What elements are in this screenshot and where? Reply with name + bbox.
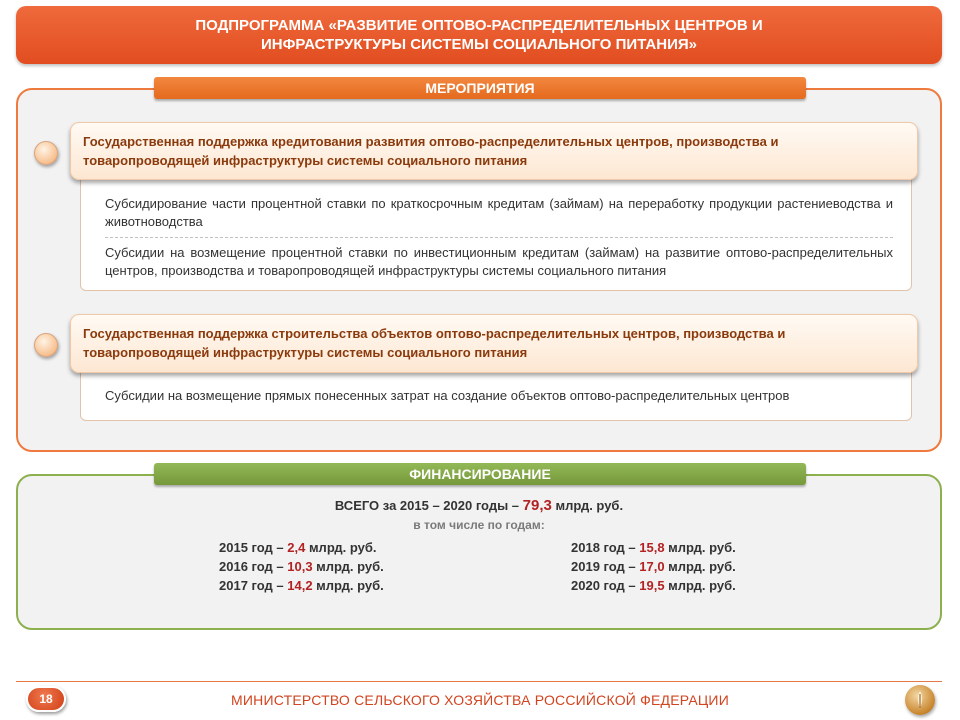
year-value: 2,4 bbox=[287, 540, 306, 555]
year-label: 2019 год – bbox=[571, 559, 640, 574]
year-row-2020 bbox=[571, 578, 736, 593]
financing-label: ФИНАНСИРОВАНИЕ bbox=[154, 463, 806, 485]
year-row-2017 bbox=[219, 578, 384, 593]
measure-2-title: Государственная поддержка строительства объектов оптово-распределительных центров, производства и товаропроводящей инфраструктуры системы социального питания bbox=[83, 326, 786, 360]
year-value: 15,8 bbox=[639, 540, 665, 555]
ministry-emblem-icon bbox=[905, 685, 935, 715]
measure-2-details bbox=[80, 371, 912, 421]
year-label: 2020 год – bbox=[571, 578, 640, 593]
year-row-2016 bbox=[219, 559, 384, 574]
wheat-ear-icon bbox=[905, 685, 935, 715]
financing-subtitle: в том числе по годам: bbox=[413, 518, 545, 532]
year-label: 2016 год – bbox=[219, 559, 288, 574]
year-value: 17,0 bbox=[639, 559, 665, 574]
year-row-2018 bbox=[571, 540, 736, 555]
total-value: 79,3 bbox=[522, 497, 552, 514]
year-unit: млрд. руб. bbox=[305, 540, 377, 555]
measure-2-card bbox=[70, 314, 918, 373]
measure-1-details bbox=[80, 178, 912, 291]
measure-1-detail-1: Субсидирование части процентной ставки по краткосрочным кредитам (займам) на переработку продукции растениеводства и животноводства bbox=[105, 196, 893, 229]
measure-1-card bbox=[70, 122, 918, 180]
year-unit: млрд. руб. bbox=[664, 540, 736, 555]
dashed-divider bbox=[105, 237, 893, 238]
year-row-2019 bbox=[571, 559, 736, 574]
measure-1-detail-2: Субсидии на возмещение процентной ставки по инвестиционным кредитам (займам) на развитие оптово-распределительных центров, производства и товаропроводящей инфраструктуры системы социального питания bbox=[105, 245, 893, 278]
year-unit: млрд. руб. bbox=[312, 578, 384, 593]
year-value: 19,5 bbox=[639, 578, 665, 593]
year-unit: млрд. руб. bbox=[664, 578, 736, 593]
year-value: 10,3 bbox=[287, 559, 313, 574]
bullet-circle-icon bbox=[34, 141, 58, 165]
measure-2-detail-1: Субсидии на возмещение прямых понесенных затрат на создание объектов оптово-распределительных центров bbox=[105, 388, 790, 403]
year-unit: млрд. руб. bbox=[312, 559, 384, 574]
page-number-badge: 18 bbox=[26, 686, 66, 712]
financing-total bbox=[16, 497, 942, 514]
bullet-circle-icon bbox=[34, 333, 58, 357]
year-unit: млрд. руб. bbox=[664, 559, 736, 574]
year-label: 2017 год – bbox=[219, 578, 288, 593]
year-label: 2018 год – bbox=[571, 540, 640, 555]
year-label: 2015 год – bbox=[219, 540, 288, 555]
page-title: ПОДПРОГРАММА «РАЗВИТИЕ ОПТОВО-РАСПРЕДЕЛИТЕЛЬНЫХ ЦЕНТРОВ И ИНФРАСТРУКТУРЫ СИСТЕМЫ СОЦИАЛЬНОГО ПИТАНИЯ» bbox=[195, 17, 763, 53]
year-value: 14,2 bbox=[287, 578, 313, 593]
year-row-2015 bbox=[219, 540, 377, 555]
total-suffix: млрд. руб. bbox=[551, 498, 624, 513]
footer-divider bbox=[16, 681, 942, 682]
total-prefix: ВСЕГО за 2015 – 2020 годы – bbox=[334, 498, 523, 513]
ministry-name: МИНИСТЕРСТВО СЕЛЬСКОГО ХОЗЯЙСТВА РОССИЙСКОЙ ФЕДЕРАЦИИ bbox=[231, 692, 729, 708]
header-bar bbox=[16, 6, 942, 64]
measures-label: МЕРОПРИЯТИЯ bbox=[154, 77, 806, 99]
measure-1-title: Государственная поддержка кредитования развития оптово-распределительных центров, производства и товаропроводящей инфраструктуры системы социального питания bbox=[83, 134, 779, 168]
